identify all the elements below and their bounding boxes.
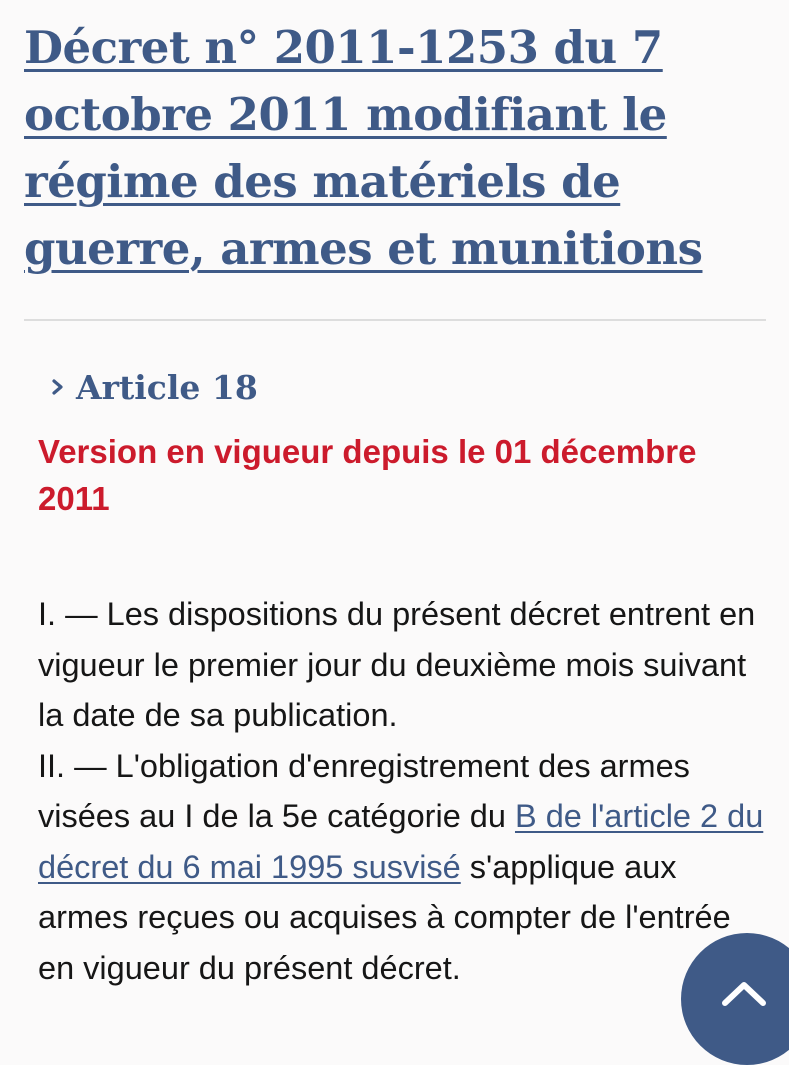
decree-reference-link[interactable]: B de l'article 2 du décret du 6 mai 1995 susvisé <box>38 798 764 885</box>
article-content <box>38 589 773 993</box>
page-title <box>24 14 764 282</box>
page-title-link[interactable]: Décret n° 2011-1253 du 7 octobre 2011 modifiant le régime des matériels de guerre, armes et munitions <box>24 21 703 275</box>
article-label: Article 18 <box>76 367 258 407</box>
article-toggle[interactable] <box>48 362 258 412</box>
paragraph-2-start: II. — L'obligation d'enregistrement des armes visées au I de la 5e catégorie du <box>38 747 690 834</box>
paragraph-2 <box>38 741 773 994</box>
version-status: Version en vigueur depuis le 01 décembre 2011 <box>38 433 697 517</box>
paragraph-1: I. — Les dispositions du présent décret entrent en vigueur le premier jour du deuxième mois suivant la date de sa publication. <box>38 596 756 733</box>
chevron-up-icon <box>719 977 769 1011</box>
paragraph-2-end: s'applique aux armes reçues ou acquises à compter de l'entrée en vigueur du présent décret. <box>38 848 731 986</box>
chevron-right-icon <box>48 372 68 402</box>
divider <box>24 319 766 321</box>
